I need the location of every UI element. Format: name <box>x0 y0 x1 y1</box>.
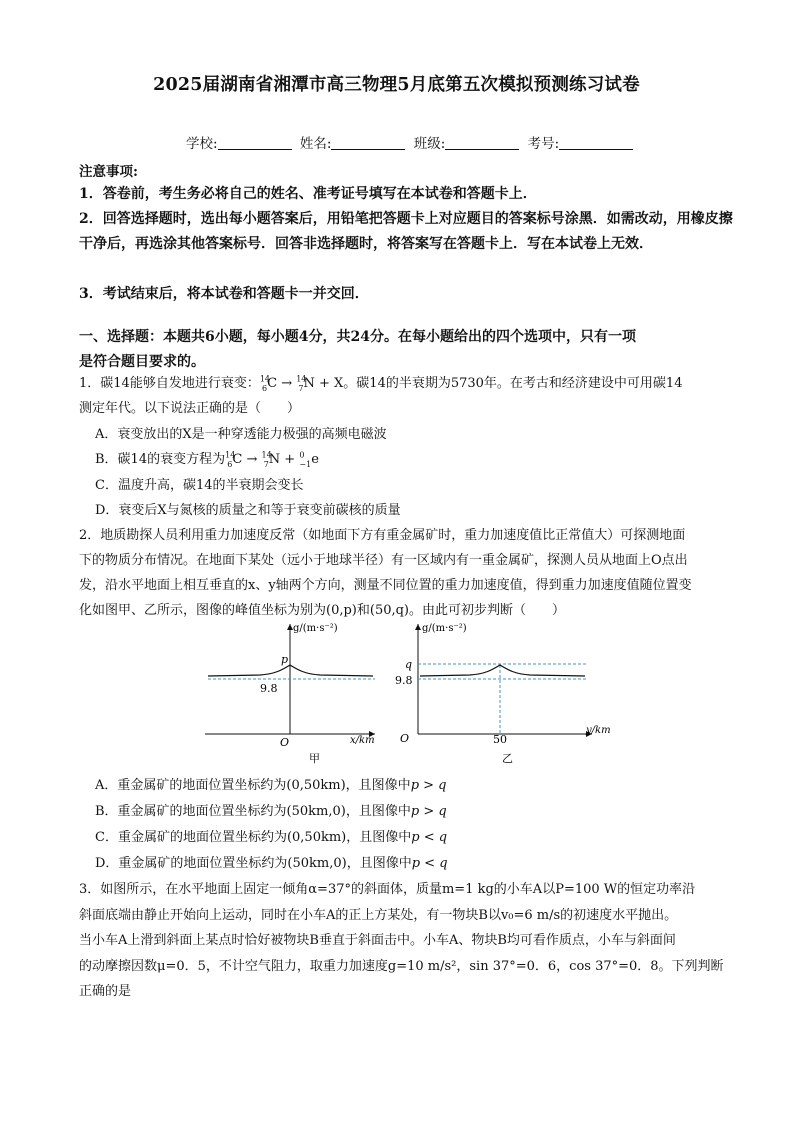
q3-line-5: 正确的是 <box>79 984 132 999</box>
right-curve <box>420 665 585 676</box>
q1-option-b <box>95 448 319 469</box>
q2-option-a <box>95 774 447 793</box>
q2-option-d-text: D．重金属矿的地面位置坐标约为(50km,0)，且图像中 <box>95 856 412 871</box>
right-tick-50: 50 <box>493 733 507 746</box>
notes-heading: 注意事项: <box>79 164 138 180</box>
q2-line-2: 下的物质分布情况。在地面下某处（远小于地球半径）有一区域内有一重金属矿，探测人员从地面上O点出 <box>79 553 688 568</box>
note-3: 3．考试结束后，将本试卷和答题卡一并交回． <box>79 286 369 302</box>
left-caption: 甲 <box>309 752 320 765</box>
q1-decay-equation: $^{14}_6$C → $^{14}_7$N + X <box>259 374 344 393</box>
right-base-label: 9.8 <box>395 674 413 687</box>
exam-title: 2025届湖南省湘潭市高三物理5月底第五次模拟预测练习试卷 <box>153 75 640 95</box>
note-2: 2．回答选择题时，选出每小题答案后，用铅笔把答题卡上对应题目的答案标号涂黑．如需改动，用橡皮擦干净后，再选涂其他答案标号．回答非选择题时，将答案写在答题卡上．写在本试卷上无效． <box>79 211 733 252</box>
note-1: 1．答卷前，考生务必将自己的姓名、准考证号填写在本试卷和答题卡上． <box>79 186 537 202</box>
q2-line-4: 化如图甲、乙所示，图像的峰值坐标为别为(0,p)和(50,q)。由此可初步判断（ ） <box>79 603 566 618</box>
q2-line-3: 发，沿水平地面上相互垂直的x、y轴两个方向，测量不同位置的重力加速度值，得到重力加速度值随位置变 <box>79 578 692 593</box>
name-blank <box>331 135 405 150</box>
q2-option-b-relation: p > q <box>410 804 447 819</box>
class-label: 班级: <box>413 136 446 152</box>
q3-line-3: 当小车A上滑到斜面上某点时恰好被物块B垂直于斜面击中。小车A、物块B均可看作质点，小车与斜面间 <box>79 933 676 948</box>
graph-left <box>205 623 375 765</box>
right-origin: O <box>400 732 410 745</box>
q3-line-4: 的动摩擦因数μ=0．5，不计空气阻力，取重力加速度g=10 m/s²，sin 37°=0．6，cos 37°=0．8。下列判断 <box>79 959 724 974</box>
school-blank <box>218 135 292 150</box>
q2-option-d <box>95 852 448 871</box>
graph-right <box>395 623 611 765</box>
left-base-label: 9.8 <box>260 682 278 695</box>
section-heading <box>79 325 739 375</box>
q2-option-c-relation: p < q <box>411 830 448 845</box>
q2-option-d-relation: p < q <box>411 856 448 871</box>
q1-option-a: A．衰变放出的X是一种穿透能力极强的高频电磁波 <box>95 427 387 442</box>
exam-no-label: 考号: <box>527 136 560 152</box>
right-caption: 乙 <box>502 752 513 765</box>
q1-line-2: 测定年代。以下说法正确的是（ ） <box>79 401 301 416</box>
name-label: 姓名: <box>299 136 332 152</box>
right-peak-label: q <box>405 658 413 671</box>
q2-line-1: 2．地质勘探人员利用重力加速度反常（如地面下方有重金属矿时，重力加速度值比正常值大）可探测地面 <box>79 528 686 543</box>
section-heading-line-1: 一、选择题：本题共6小题，每小题4分，共24分。在每小题给出的四个选项中，只有一项 <box>79 329 636 345</box>
q1-option-b-text: B．碳14的衰变方程为 <box>95 452 226 467</box>
left-x-label: x/km <box>350 735 375 746</box>
q1-option-d: D．衰变后X与氮核的质量之和等于衰变前碳核的质量 <box>95 503 401 518</box>
q2-option-a-relation: p > q <box>410 778 447 793</box>
right-y-label: g/(m·s⁻²) <box>422 623 467 634</box>
q1-option-c: C．温度升高，碳14的半衰期会变长 <box>95 478 304 493</box>
q1-text-a: 1．碳14能够自发地进行衰变： <box>79 376 260 391</box>
left-origin: O <box>280 736 290 749</box>
q1-line-1 <box>79 372 682 393</box>
q1-option-b-equation: $^{14}_6$C → $^{14}_7$N + $^0_{-1}$e <box>225 450 319 469</box>
q2-option-c <box>95 826 447 845</box>
right-x-label: y/km <box>586 725 611 736</box>
school-label: 学校: <box>186 136 218 152</box>
q3-line-2: 斜面底端由静止开始向上运动，同时在小车A的正上方某处，有一物块B以v₀=6 m/s的初速度水平抛出。 <box>79 908 678 923</box>
class-blank <box>445 135 519 150</box>
q2-option-b-text: B．重金属矿的地面位置坐标约为(50km,0)，且图像中 <box>95 804 411 819</box>
left-peak-label: p <box>281 653 289 666</box>
q1-text-b: 。碳14的半衰期为5730年。在考古和经济建设中可用碳14 <box>343 376 683 391</box>
q2-option-c-text: C．重金属矿的地面位置坐标约为(0,50km)，且图像中 <box>95 830 412 845</box>
gravity-graphs <box>200 616 620 768</box>
q2-option-b <box>95 800 447 819</box>
left-y-label: g/(m·s⁻²) <box>293 623 338 634</box>
q2-option-a-text: A．重金属矿的地面位置坐标约为(0,50km)，且图像中 <box>95 778 411 793</box>
section-heading-line-2: 是符合题目要求的。 <box>79 354 205 370</box>
q3-line-1: 3．如图所示，在水平地面上固定一倾角α=37°的斜面体，质量m=1 kg的小车A以P=100 W的恒定功率沿 <box>79 882 696 897</box>
student-info-line <box>186 132 637 152</box>
exam-no-blank <box>559 135 633 150</box>
